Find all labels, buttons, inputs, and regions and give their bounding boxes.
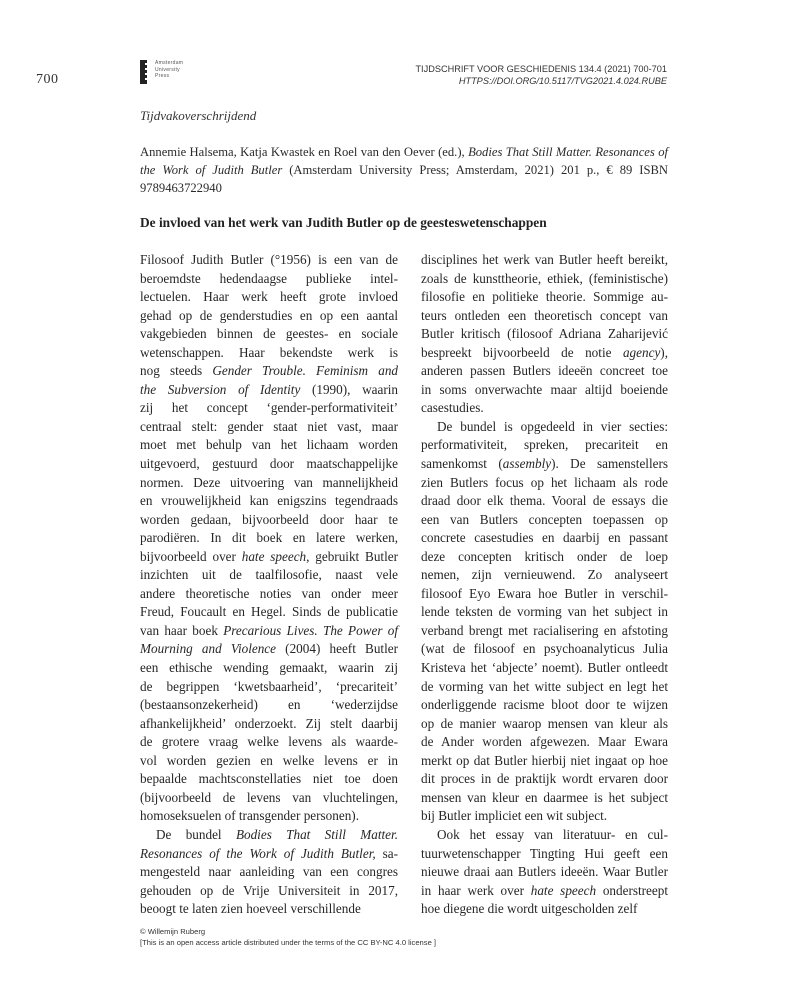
text-line: beoogt te laten zien hoeveel verschillende (140, 901, 361, 917)
text-line: performativiteit, spreken, precariteit en (421, 437, 668, 453)
citation-publisher: (Amsterdam University Press; Amsterdam, 2021) 201 p., € 89 ISBN 9789463722940 (140, 163, 668, 195)
text-line: teurs ontleden een theoretisch concept van (421, 307, 668, 323)
text-line: (wat de filosoof en psychoanalyticus Julia (421, 641, 668, 657)
text-line: centraal stelt: gender staat niet vast, maar (140, 418, 398, 434)
text-line: anderen passen Butlers ideeën concreet toe (421, 363, 668, 379)
text-line: zoals de kunsttheorie, ethiek, (feministische) (421, 270, 668, 286)
right-column (421, 251, 668, 919)
text-line: dit proces in de praktijk wordt ervaren door (421, 771, 668, 787)
text-line: mensen van kleur en daarmee is het subject (421, 789, 668, 805)
text-line: samenkomst (assembly). De samenstellers (421, 456, 669, 472)
text-line: vakgebieden binnen de geestes- en sociale (140, 326, 398, 342)
text-line: Ook het essay van literatuur- en cul- (437, 826, 668, 842)
license-notice: [This is an open access article distributed under the terms of the CC BY-NC 4.0 license ] (140, 937, 437, 947)
text-line: verband brengt met racialisering en afstoting (421, 622, 668, 638)
page-number: 700 (36, 72, 59, 87)
text-line: op de manier waarop mensen van kleur als (421, 715, 668, 731)
text-line: merkt op dat Butler hierbij niet ingaat op hoe (421, 752, 668, 768)
text-line: andere theoretische noties van onder meer (140, 585, 398, 601)
text-line: gehad op de genderstudies en op een aantal (140, 307, 398, 323)
text-line: zien Butlers focus op het lichaam als rode (421, 474, 668, 490)
text-line: bij Butler impliciet een wit subject. (421, 808, 608, 824)
text-line: hoe diegene die wordt uitgescholden zelf (421, 901, 638, 917)
text-line: bepaalde machtsconstellaties niet toe doen (140, 771, 398, 787)
text-line: de Ander worden afgewezen. Maar Ewara (421, 734, 668, 750)
journal-title: TIJDSCHRIFT VOOR GESCHIEDENIS 134.4 (2021) 700-701 (415, 64, 667, 74)
text-line: draad door elk thema. Vooral de essays die (421, 493, 668, 509)
text-line: moet met behulp van het lichaam worden (140, 437, 398, 453)
text-line: in soms onverwachte maar altijd boeiende (421, 381, 668, 397)
text-line: van haar boek Precarious Lives. The Power of (140, 622, 398, 638)
copyright-notice: © Willemijn Ruberg (140, 927, 206, 936)
text-line: disciplines het werk van Butler heeft bereikt, (421, 252, 668, 267)
text-line: in haar werk over hate speech onderstreept (421, 882, 669, 898)
doi-link[interactable]: HTTPS://DOI.ORG/10.5117/TVG2021.4.024.RUBE (458, 76, 667, 86)
text-line: nieuwe draai aan Butlers ideeën. Waar Butler (421, 864, 668, 880)
text-line: wetenschappen. Haar bekendste werk is (140, 344, 398, 360)
text-line: Freud, Foucault en Hegel. Sinds de publicatie (140, 604, 398, 620)
text-line: de begrippen ‘kwetsbaarheid’, ‘precariteit’ (140, 678, 398, 694)
text-line: concrete casestudies en daarbij en passant (421, 530, 668, 546)
review-heading: De invloed van het werk van Judith Butler op de geesteswetenschappen (140, 215, 547, 230)
text-line: Resonances of the Work of Judith Butler, sa- (140, 845, 398, 861)
text-line: the Subversion of Identity (1990), waarin (140, 381, 398, 397)
text-line: nog steeds Gender Trouble. Feminism and (140, 363, 399, 379)
text-line: filosoof Eyo Ewara hoe Butler in verschil- (421, 585, 668, 601)
publisher-logo (140, 60, 200, 84)
text-line: tuurwetenschapper Tingting Hui geeft een (421, 845, 668, 861)
text-line: gehouden op de Vrije Universiteit in 2017, (140, 882, 398, 898)
text-line: de grotere vraag welke levens als waarde- (140, 734, 398, 750)
text-line: vol worden gezien en welke levens er in (140, 752, 398, 768)
section-label: Tijdvakoverschrijdend (140, 108, 257, 123)
text-line: normen. Deze uitvoering van mannelijkheid (140, 474, 398, 490)
text-line: Filosoof Judith Butler (°1956) is een van de (140, 252, 398, 267)
text-line: worden gedaan, bijvoorbeeld door haar te (140, 511, 398, 527)
text-line: filosofie en politieke theorie. Sommige au- (421, 289, 668, 305)
logo-text: Amsterdam University Press (155, 60, 184, 79)
journal-header (415, 63, 667, 87)
text-line: zij het concept ‘gender-performativiteit’ (140, 400, 398, 416)
text-line: De bundel is opgedeeld in vier secties: (437, 418, 668, 434)
text-line: Butler kritisch (filosoof Adriana Zaharijević (421, 326, 668, 342)
text-line: een ethische wending gemaakt, waarin zij (140, 660, 398, 676)
text-line: De bundel Bodies That Still Matter. (156, 826, 398, 842)
text-line: Kristeva het ‘abjecte’ noemt). Butler ontleedt (421, 660, 668, 676)
left-column (140, 251, 398, 919)
text-line: een van Butlers concepten toepassen op (421, 511, 668, 527)
text-line: uitgevoerd, gestuurd door maatschappelijke (140, 456, 398, 472)
footer (140, 927, 436, 948)
text-line: Mourning and Violence (2004) heeft Butler (140, 641, 398, 657)
text-line: onderliggende racisme bloot door te wijzen (421, 697, 668, 713)
citation-authors: Annemie Halsema, Katja Kwastek en Roel van den Oever (ed.), (140, 145, 469, 159)
text-line: lende teksten de vorming van het subject in (421, 604, 668, 620)
book-citation (140, 143, 668, 197)
text-line: bespreekt bijvoorbeeld de notie agency), (421, 344, 668, 360)
text-line: de vorming van het witte subject en legt het (421, 678, 668, 694)
text-line: en vrouwelijkheid kan enigszins tegendraads (140, 493, 398, 509)
text-line: (bestaansonzekerheid) en ‘wederzijdse (140, 697, 398, 713)
text-line: beroemdste hedendaagse publieke intel- (140, 270, 398, 286)
text-line: lectuelen. Haar werk heeft grote invloed (140, 289, 398, 305)
text-line: parodiëren. In dit boek en latere werken, (140, 530, 398, 546)
text-line: (bijvoorbeeld de levens van vluchtelingen, (140, 789, 398, 805)
text-line: afhankelijkheid’ onderzoekt. Zij stelt daarbij (140, 715, 398, 731)
text-line: mengesteld naar aanleiding van een congres (140, 864, 398, 880)
citation-book-title: Bodies That Still Matter. Resonances of the Work of Judith Butler (140, 145, 668, 177)
text-line: casestudies. (421, 400, 484, 416)
text-line: deze concepten kritisch onder de loep (421, 548, 668, 564)
text-line: nemen, zijn vernieuwend. Zo analyseert (421, 567, 668, 583)
text-line: homoseksuelen of transgender personen). (140, 808, 359, 824)
text-line: bijvoorbeeld over hate speech, gebruikt Butler (140, 548, 398, 564)
text-line: inzichten uit de taalfilosofie, naast vele (140, 567, 398, 583)
